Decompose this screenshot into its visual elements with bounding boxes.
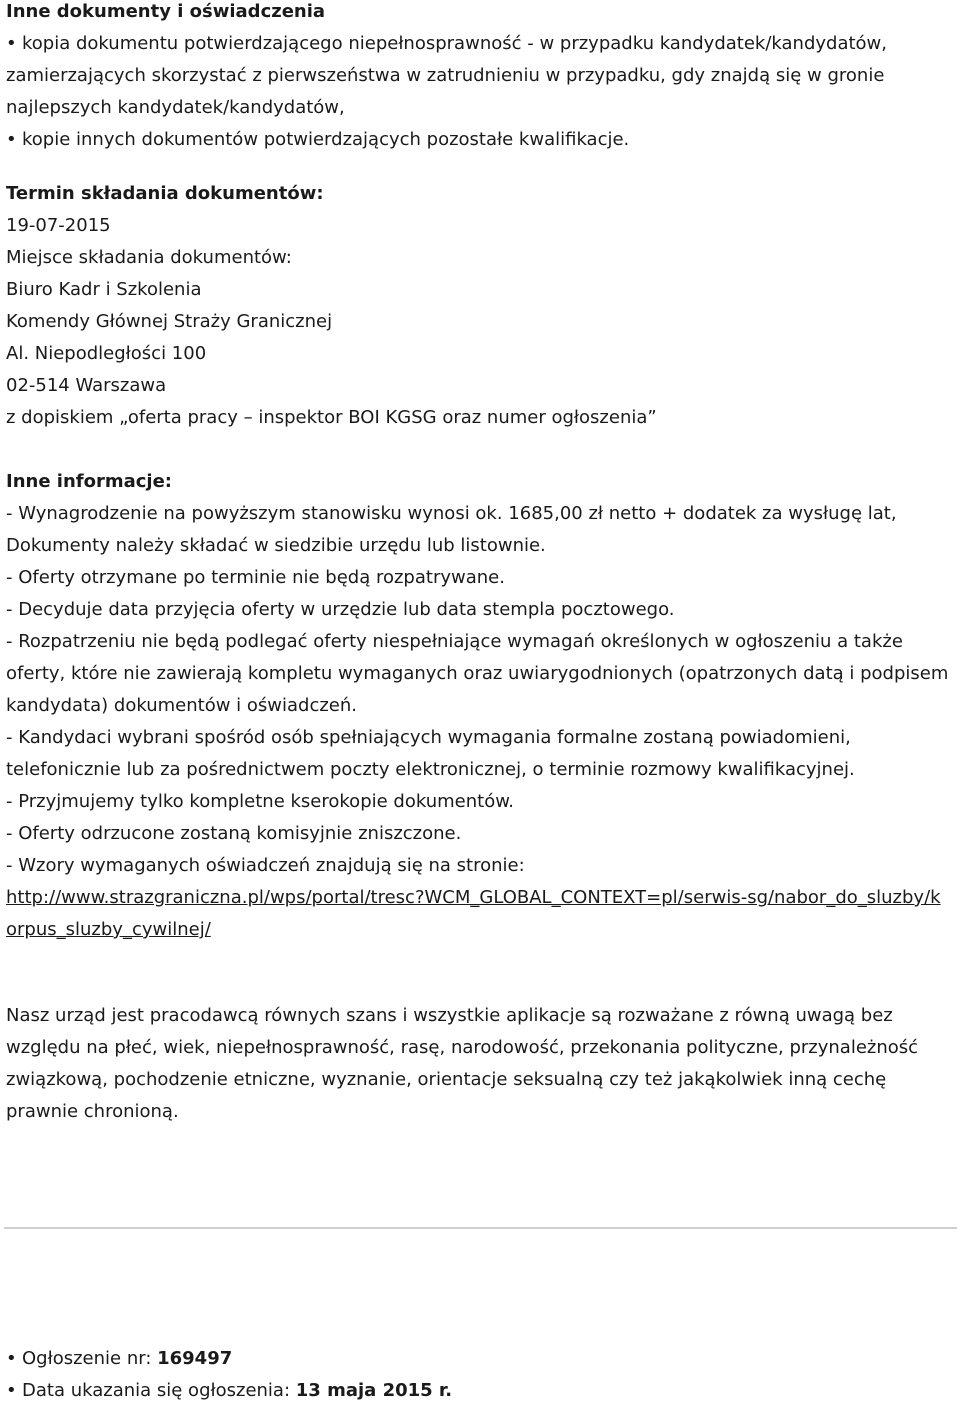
ad-number-item xyxy=(6,1343,956,1375)
address-note: z dopiskiem „oferta pracy – inspektor BOI KGSG oraz numer ogłoszenia” xyxy=(6,407,657,428)
info-line: - Wynagrodzenie na powyższym stanowisku wynosi ok. 1685,00 zł netto + dodatek za wysługę lat, xyxy=(6,503,897,524)
info-line: - Przyjmujemy tylko kompletne kserokopie dokumentów. xyxy=(6,791,515,812)
equal-opportunity-line: Nasz urząd jest pracodawcą równych szans i wszystkie aplikacje są rozważane z równą uwagą bez xyxy=(6,1005,893,1026)
equal-opportunity-line: względu na płeć, wiek, niepełnosprawność, rasę, narodowość, przekonania polityczne, przynależność xyxy=(6,1037,919,1058)
address-line: Komendy Głównej Straży Granicznej xyxy=(6,311,333,332)
spacer xyxy=(6,156,956,178)
deadline-heading: Termin składania dokumentów: xyxy=(6,183,324,204)
info-line: - Wzory wymaganych oświadczeń znajdują się na stronie: xyxy=(6,855,525,876)
bullet-icon: • xyxy=(6,129,17,150)
ad-footer xyxy=(6,1343,956,1407)
list-item-continuation: zamierzających skorzystać z pierwszeństwa w zatrudnieniu w przypadku, gdy znajdą się w gronie xyxy=(6,65,885,86)
spacer xyxy=(6,946,956,1000)
list-item xyxy=(6,124,956,156)
declarations-link-part1[interactable]: http://www.strazgraniczna.pl/wps/portal/tresc?WCM_GLOBAL_CONTEXT=pl/serwis-sg/nabor_do_sluzby/k xyxy=(6,887,941,908)
display-date-value: 13 maja 2015 r. xyxy=(295,1380,453,1401)
info-line: - Oferty otrzymane po terminie nie będą rozpatrywane. xyxy=(6,567,505,588)
info-line: - Rozpatrzeniu nie będą podlegać oferty niespełniające wymagań określonych w ogłoszeniu a także xyxy=(6,631,903,652)
bullet-icon: • xyxy=(6,1380,17,1401)
bullet-icon: • xyxy=(6,33,17,54)
declarations-link-part2[interactable]: orpus_sluzby_cywilnej/ xyxy=(6,919,211,940)
equal-opportunity-line: prawnie chronioną. xyxy=(6,1101,179,1122)
bullet-icon: • xyxy=(6,1348,17,1369)
address-line: Biuro Kadr i Szkolenia xyxy=(6,279,202,300)
document-body xyxy=(6,0,956,1128)
info-line: Dokumenty należy składać w siedzibie urzędu lub listownie. xyxy=(6,535,546,556)
list-item xyxy=(6,28,956,60)
ad-number-value: 169497 xyxy=(157,1348,233,1369)
info-line: - Oferty odrzucone zostaną komisyjnie zniszczone. xyxy=(6,823,462,844)
place-label: Miejsce składania dokumentów: xyxy=(6,247,292,268)
ad-number-label: Ogłoszenie nr: xyxy=(22,1348,158,1369)
info-line: telefonicznie lub za pośrednictwem poczty elektronicznej, o terminie rozmowy kwalifikacyjnej. xyxy=(6,759,855,780)
info-line: oferty, które nie zawierają kompletu wymaganych oraz uwiarygodnionych (opatrzonych datą i podpisem xyxy=(6,663,949,684)
info-line: - Kandydaci wybrani spośród osób spełniających wymagania formalne zostaną powiadomieni, xyxy=(6,727,851,748)
address-line: 02-514 Warszawa xyxy=(6,375,167,396)
spacer xyxy=(6,434,956,466)
display-date-item xyxy=(6,1375,956,1407)
equal-opportunity-line: związkową, pochodzenie etniczne, wyznanie, orientacje seksualną czy też jakąkolwiek inną cechę xyxy=(6,1069,887,1090)
info-line: - Decyduje data przyjęcia oferty w urzędzie lub data stempla pocztowego. xyxy=(6,599,675,620)
section-divider xyxy=(4,1227,957,1229)
list-item-continuation: najlepszych kandydatek/kandydatów, xyxy=(6,97,345,118)
info-line: kandydata) dokumentów i oświadczeń. xyxy=(6,695,357,716)
other-info-heading: Inne informacje: xyxy=(6,471,173,492)
deadline-date: 19-07-2015 xyxy=(6,215,111,236)
list-item-text: kopia dokumentu potwierdzającego niepełnosprawność - w przypadku kandydatek/kandydatów, xyxy=(22,33,887,54)
display-date-label: Data ukazania się ogłoszenia: xyxy=(22,1380,296,1401)
address-line: Al. Niepodległości 100 xyxy=(6,343,207,364)
other-documents-heading: Inne dokumenty i oświadczenia xyxy=(6,1,326,22)
list-item-text: kopie innych dokumentów potwierdzających pozostałe kwalifikacje. xyxy=(22,129,630,150)
